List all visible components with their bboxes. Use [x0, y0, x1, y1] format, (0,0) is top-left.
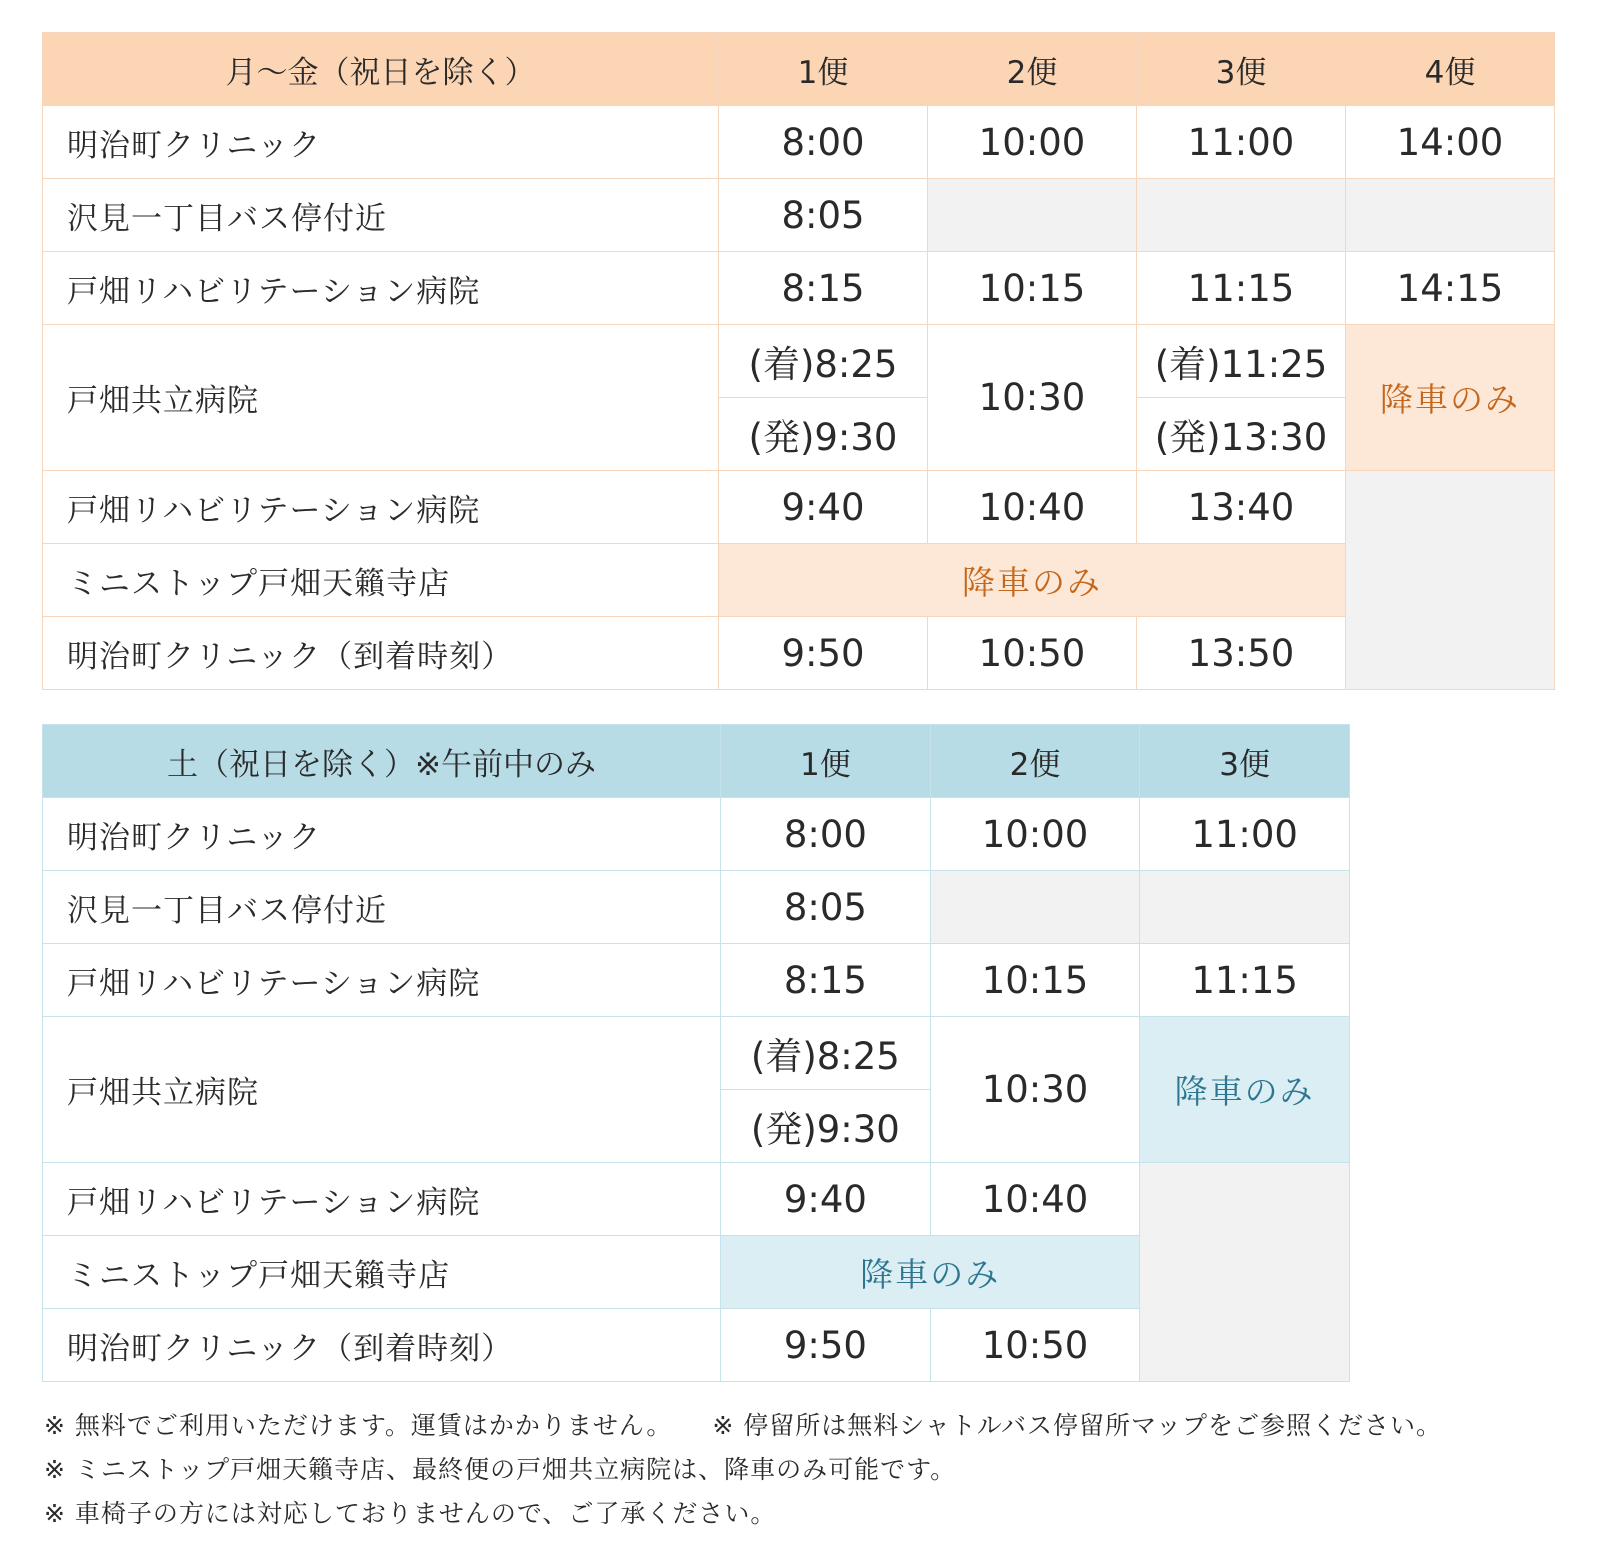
- time-cell: 13:40: [1137, 471, 1346, 544]
- weekday-trip-4-header: 4便: [1346, 33, 1555, 106]
- time-cell: 10:15: [928, 252, 1137, 325]
- table-row: [43, 544, 1555, 617]
- stop-name: 戸畑リハビリテーション病院: [43, 471, 719, 544]
- empty-cell: [1140, 871, 1350, 944]
- time-cell: 8:00: [721, 798, 931, 871]
- time-cell: 10:40: [928, 471, 1137, 544]
- time-cell: 10:00: [928, 106, 1137, 179]
- time-cell: 11:15: [1140, 944, 1350, 1017]
- alight-only-cell: 降車のみ: [719, 544, 1346, 617]
- time-cell: 11:15: [1137, 252, 1346, 325]
- stop-name: ミニストップ戸畑天籟寺店: [43, 544, 719, 617]
- table-row: [43, 944, 1350, 1017]
- table-row: [43, 617, 1555, 690]
- table-row: [43, 325, 1555, 398]
- stop-name: 沢見一丁目バス停付近: [43, 179, 719, 252]
- time-cell: 10:00: [930, 798, 1140, 871]
- stop-name: 明治町クリニック（到着時刻）: [43, 617, 719, 690]
- weekday-trip-1-header: 1便: [719, 33, 928, 106]
- table-row: [43, 1017, 1350, 1090]
- alight-only-cell: 降車のみ: [1140, 1017, 1350, 1163]
- stop-name: 戸畑リハビリテーション病院: [43, 252, 719, 325]
- saturday-trip-1-header: 1便: [721, 725, 931, 798]
- time-cell: 8:15: [721, 944, 931, 1017]
- arrival-time-cell: (着)11:25: [1137, 325, 1346, 398]
- note-alight-only: ※ ミニストップ戸畑天籟寺店、最終便の戸畑共立病院は、降車のみ可能です。: [44, 1455, 957, 1484]
- alight-only-cell: 降車のみ: [721, 1236, 1140, 1309]
- empty-cell: [1140, 1163, 1350, 1382]
- time-cell: 8:05: [721, 871, 931, 944]
- time-cell: 10:50: [930, 1309, 1140, 1382]
- saturday-header-title: 土（祝日を除く）※午前中のみ: [43, 725, 721, 798]
- time-cell: 9:50: [719, 617, 928, 690]
- time-cell: 10:40: [930, 1163, 1140, 1236]
- table-row: [43, 252, 1555, 325]
- stop-name: 沢見一丁目バス停付近: [43, 871, 721, 944]
- time-cell: 9:50: [721, 1309, 931, 1382]
- table-row: [43, 1163, 1350, 1236]
- time-cell: 8:15: [719, 252, 928, 325]
- notes: [44, 1404, 1564, 1536]
- time-cell: 10:15: [930, 944, 1140, 1017]
- note-line: [44, 1404, 1564, 1448]
- weekday-trip-2-header: 2便: [928, 33, 1137, 106]
- arrival-time-cell: (着)8:25: [719, 325, 928, 398]
- departure-time-cell: (発)9:30: [719, 398, 928, 471]
- saturday-header-row: [43, 725, 1350, 798]
- table-row: [43, 106, 1555, 179]
- table-row: [43, 471, 1555, 544]
- empty-cell: [1137, 179, 1346, 252]
- stop-name: 戸畑共立病院: [43, 1017, 721, 1163]
- time-cell: 14:15: [1346, 252, 1555, 325]
- saturday-trip-2-header: 2便: [930, 725, 1140, 798]
- empty-cell: [1346, 471, 1555, 690]
- time-cell: 8:00: [719, 106, 928, 179]
- weekday-timetable: [42, 32, 1555, 690]
- stop-name: 明治町クリニック（到着時刻）: [43, 1309, 721, 1382]
- stop-name: 明治町クリニック: [43, 106, 719, 179]
- time-cell: 13:50: [1137, 617, 1346, 690]
- table-row: [43, 179, 1555, 252]
- time-cell: 9:40: [719, 471, 928, 544]
- stop-name: 戸畑リハビリテーション病院: [43, 944, 721, 1017]
- table-row: [43, 871, 1350, 944]
- weekday-trip-3-header: 3便: [1137, 33, 1346, 106]
- arrival-time-cell: (着)8:25: [721, 1017, 931, 1090]
- stop-name: 戸畑共立病院: [43, 325, 719, 471]
- empty-cell: [930, 871, 1140, 944]
- weekday-header-row: [43, 33, 1555, 106]
- time-cell: 10:30: [930, 1017, 1140, 1163]
- time-cell: 9:40: [721, 1163, 931, 1236]
- stop-name: 明治町クリニック: [43, 798, 721, 871]
- time-cell: 14:00: [1346, 106, 1555, 179]
- alight-only-cell: 降車のみ: [1346, 325, 1555, 471]
- note-free-fare: ※ 無料でご利用いただけます。運賃はかかりません。: [44, 1411, 673, 1440]
- empty-cell: [928, 179, 1137, 252]
- saturday-timetable: [42, 724, 1350, 1382]
- stop-name: 戸畑リハビリテーション病院: [43, 1163, 721, 1236]
- empty-cell: [1346, 179, 1555, 252]
- note-stop-map: ※ 停留所は無料シャトルバス停留所マップをご参照ください。: [712, 1411, 1443, 1440]
- table-row: [43, 798, 1350, 871]
- time-cell: 11:00: [1137, 106, 1346, 179]
- departure-time-cell: (発)9:30: [721, 1090, 931, 1163]
- time-cell: 10:50: [928, 617, 1137, 690]
- departure-time-cell: (発)13:30: [1137, 398, 1346, 471]
- time-cell: 10:30: [928, 325, 1137, 471]
- saturday-trip-3-header: 3便: [1140, 725, 1350, 798]
- stop-name: ミニストップ戸畑天籟寺店: [43, 1236, 721, 1309]
- time-cell: 8:05: [719, 179, 928, 252]
- weekday-header-title: 月〜金（祝日を除く）: [43, 33, 719, 106]
- note-wheelchair: ※ 車椅子の方には対応しておりませんので、ご了承ください。: [44, 1499, 777, 1528]
- time-cell: 11:00: [1140, 798, 1350, 871]
